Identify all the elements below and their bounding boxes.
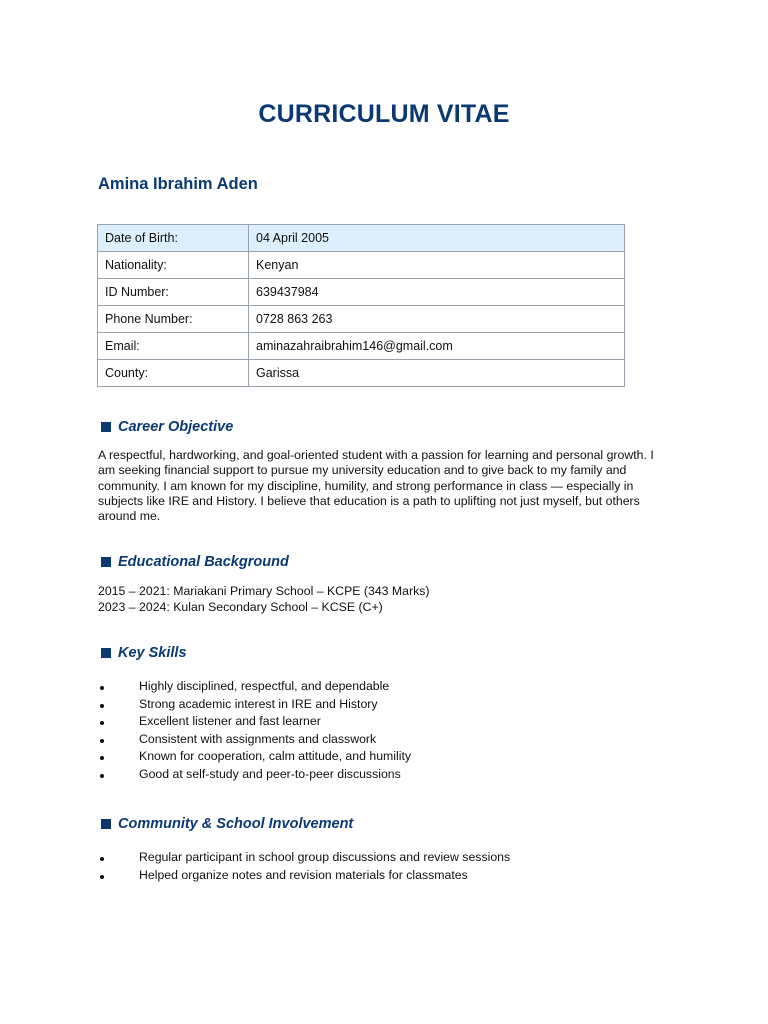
bullet-dot-icon <box>100 756 104 760</box>
involvement-list <box>98 849 510 884</box>
section-heading-career-objective <box>101 419 233 435</box>
involvement-text: Helped organize notes and revision materials for classmates <box>139 867 468 882</box>
list-item <box>98 696 411 714</box>
table-row <box>98 360 625 387</box>
bullet-dot-icon <box>100 704 104 708</box>
table-row <box>98 333 625 360</box>
skill-text: Highly disciplined, respectful, and dependable <box>139 679 390 693</box>
square-bullet-icon <box>101 557 111 567</box>
document-title: CURRICULUM VITAE <box>258 100 510 128</box>
list-item <box>98 748 411 766</box>
skill-text: Consistent with assignments and classwork <box>139 731 377 746</box>
square-bullet-icon <box>101 422 111 432</box>
bullet-dot-icon <box>100 739 104 743</box>
section-heading-key-skills <box>101 645 187 661</box>
skill-text: Good at self-study and peer-to-peer discussions <box>139 766 401 781</box>
list-item <box>98 731 411 749</box>
bullet-dot-icon <box>100 774 104 778</box>
detail-value: aminazahraibrahim146@gmail.com <box>249 333 625 360</box>
section-heading-education <box>101 554 289 570</box>
skill-text: Known for cooperation, calm attitude, and humility <box>139 749 412 764</box>
career-objective-text: A respectful, hardworking, and goal-oriented student with a passion for learning and personal growth. I am seeking financial support to pursue my university education and to give back to my family and community. I am known for my discipline, humility, and strong performance in class — especially in subjects like IRE and History. I believe that education is a path to uplifting not just myself, but others around me. <box>98 448 654 524</box>
education-entry: 2023 – 2024: Kulan Secondary School – KCSE (C+) <box>98 600 383 614</box>
detail-label: Nationality: <box>98 252 249 279</box>
bullet-dot-icon <box>100 721 104 725</box>
square-bullet-icon <box>101 819 111 829</box>
detail-label: Date of Birth: <box>98 225 249 252</box>
square-bullet-icon <box>101 648 111 658</box>
detail-value: 639437984 <box>249 279 625 306</box>
section-heading-text: Career Objective <box>118 419 234 435</box>
list-item <box>98 713 411 731</box>
section-heading-text: Key Skills <box>118 645 187 661</box>
detail-value: 0728 863 263 <box>249 306 625 333</box>
skill-text: Excellent listener and fast learner <box>139 714 321 729</box>
table-row <box>98 306 625 333</box>
involvement-text: Regular participant in school group discussions and review sessions <box>139 850 511 864</box>
bullet-dot-icon <box>100 875 104 879</box>
detail-label: Email: <box>98 333 249 360</box>
table-row <box>98 279 625 306</box>
detail-label: County: <box>98 360 249 387</box>
education-entry: 2015 – 2021: Mariakani Primary School – KCPE (343 Marks) <box>98 584 430 598</box>
list-item <box>98 849 510 867</box>
personal-details-table <box>97 224 625 387</box>
table-row <box>98 225 625 252</box>
bullet-dot-icon <box>100 857 104 861</box>
person-name: Amina Ibrahim Aden <box>98 175 258 193</box>
skill-text: Strong academic interest in IRE and History <box>139 696 378 711</box>
skills-list <box>98 678 411 784</box>
bullet-dot-icon <box>100 686 104 690</box>
table-row <box>98 252 625 279</box>
section-heading-text: Community & School Involvement <box>118 816 354 832</box>
education-list <box>98 583 670 615</box>
list-item <box>98 766 411 784</box>
detail-value: Kenyan <box>249 252 625 279</box>
detail-value: 04 April 2005 <box>249 225 625 252</box>
detail-label: ID Number: <box>98 279 249 306</box>
list-item <box>98 678 411 696</box>
list-item <box>98 867 510 885</box>
detail-label: Phone Number: <box>98 306 249 333</box>
section-heading-involvement <box>101 816 353 832</box>
detail-value: Garissa <box>249 360 625 387</box>
section-heading-text: Educational Background <box>118 554 289 570</box>
